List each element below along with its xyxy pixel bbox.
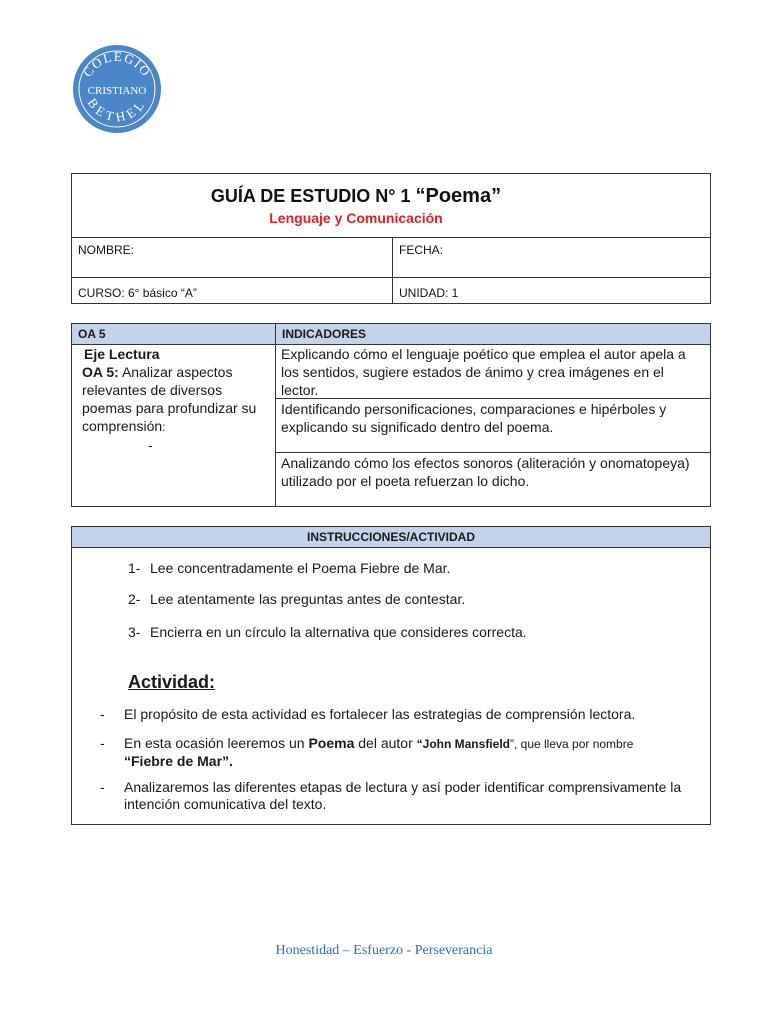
step-text: Lee concentradamente el Poema Fiebre de Mar. [150, 560, 451, 576]
poem-word: Poema [308, 735, 355, 751]
instruction-step-1 [128, 560, 450, 576]
author-name: “John Mansfield [416, 737, 510, 751]
curso-label: CURSO: 6° básico “A” [78, 286, 197, 300]
oa-objective-text: Analizar aspectos relevantes de diversos poemas para profundizar su comprensión [82, 364, 257, 434]
indicator-divider [275, 452, 710, 453]
header-divider [72, 277, 710, 278]
bullet-dash: - [100, 779, 105, 795]
indicator-2: Identificando personificaciones, comparaciones e hipérboles y explicando su significado dentro del poema. [281, 401, 667, 435]
header-table [71, 173, 711, 304]
poem-title: “Fiebre de Mar”. [124, 753, 233, 769]
step-number: 2- [128, 591, 141, 607]
title-prefix: GUÍA DE ESTUDIO N° 1 [210, 186, 416, 206]
oa-colon: : [162, 420, 166, 434]
oa-code: OA 5: [82, 364, 119, 380]
page-title [72, 185, 640, 208]
step-number: 3- [128, 624, 141, 640]
activity-title: Actividad: [128, 672, 216, 692]
oa-description [76, 345, 272, 454]
indicators-header-label: INDICADORES [282, 327, 367, 341]
logo-line3: BETHEL [84, 95, 150, 125]
school-logo [72, 44, 162, 134]
header-column-divider [392, 237, 393, 304]
instruction-step-2 [128, 591, 465, 607]
oa-dash: - [148, 437, 153, 453]
bullet-text-part: En esta ocasión leeremos un [124, 735, 309, 751]
bullet-text-part: ”, que lleva por nombre [509, 737, 634, 751]
oa-table-header [72, 324, 710, 345]
footer-motto: Honestidad – Esfuerzo - Perseverancia [275, 943, 493, 958]
step-text: Encierra en un círculo la alternativa que consideres correcta. [150, 624, 527, 640]
activity-bullet-2 [100, 735, 700, 771]
logo-line1: COLEGIO [79, 48, 155, 80]
activity-bullet-3 [100, 779, 700, 815]
step-number: 1- [128, 560, 141, 576]
eje-label: Eje Lectura [84, 346, 160, 362]
logo-line2: CRISTIANO [87, 85, 147, 97]
bullet-dash: - [100, 735, 105, 751]
oa-column-divider [275, 324, 276, 506]
bullet-dash: - [100, 706, 105, 722]
step-text: Lee atentamente las preguntas antes de contestar. [150, 591, 466, 607]
bullet-text-part: del autor [354, 735, 417, 751]
oa-table [71, 323, 711, 507]
indicator-3: Analizando cómo los efectos sonoros (aliteración y onomatopeya) utilizado por el poeta refuerzan lo dicho. [281, 455, 690, 489]
fecha-label: FECHA: [399, 243, 444, 257]
activity-bullet-1 [100, 706, 700, 726]
oa-objective [76, 363, 272, 436]
subject-subtitle: Lenguaje y Comunicación [269, 210, 443, 226]
indicator-divider [275, 398, 710, 399]
instruction-step-3 [128, 624, 527, 640]
instructions-box [71, 526, 711, 825]
instructions-header: INSTRUCCIONES/ACTIVIDAD [72, 527, 710, 548]
unidad-label: UNIDAD: 1 [399, 286, 459, 300]
oa-header-label: OA 5 [78, 327, 106, 341]
bullet-text [124, 735, 700, 770]
bullet-text: Analizaremos las diferentes etapas de lectura y así poder identificar comprensivamente la intención comunicativa del texto. [124, 779, 682, 812]
header-divider [72, 237, 710, 238]
indicator-1: Explicando cómo el lenguaje poético que emplea el autor apela a los sentidos, sugiere estados de ánimo y crea imágenes en el lector. [281, 346, 686, 398]
bullet-text: El propósito de esta actividad es fortalecer las estrategias de comprensión lectora. [124, 706, 636, 722]
nombre-label: NOMBRE: [78, 243, 135, 257]
title-poem: “Poema” [415, 185, 502, 207]
